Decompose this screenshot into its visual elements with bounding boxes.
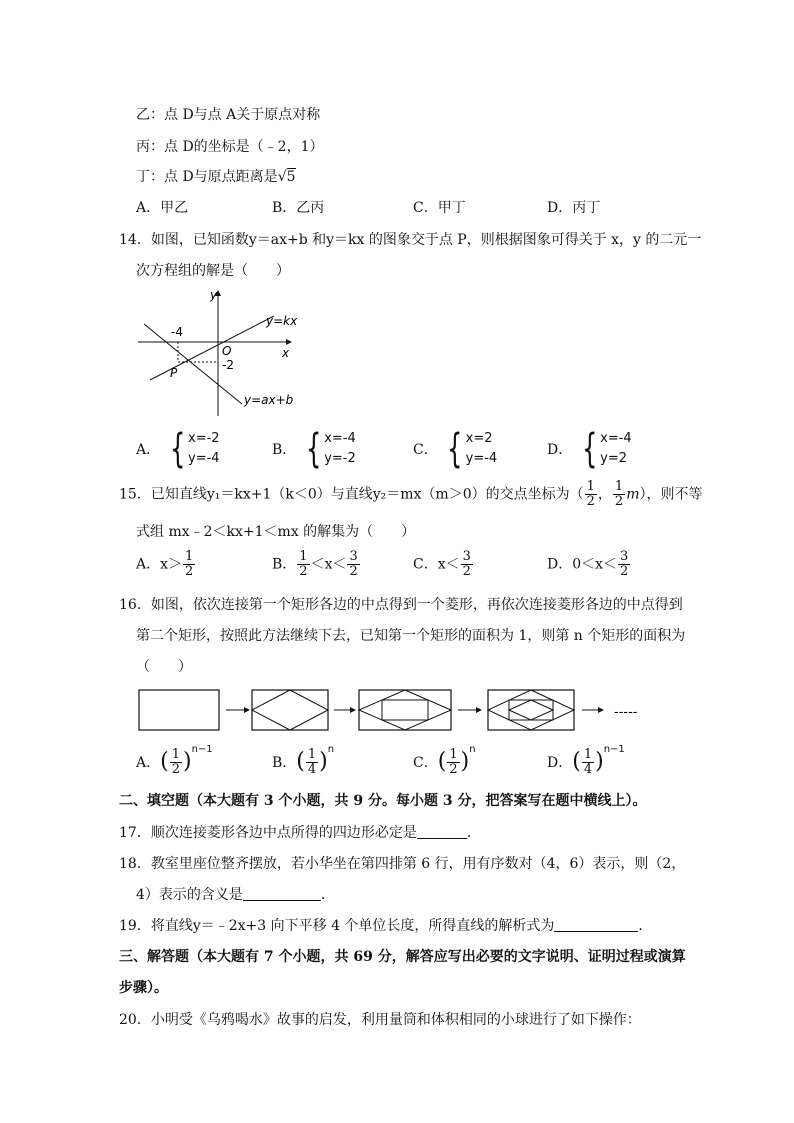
rectangle-4 [488,690,574,730]
power-expression: ( $\frac{1}{2}$ ) [160,746,192,777]
section-3-heading-line1: 三、解答题（本大题有 7 个小题，共 69 分，解答应写出必要的文字说明、证明过程或演算 [119,949,686,965]
q16-option-c[interactable] [413,744,476,777]
equation-system: { x=-4 y=-2 [305,426,356,472]
q14-option-a[interactable] [136,426,220,472]
rhombus-4 [488,690,574,730]
section-2-heading: 二、填空题（本大题有 3 个小题，共 9 分。每小题 3 分，把答案写在题中横线上）。 [119,793,647,809]
option-letter: B． [272,755,297,771]
q16-figure [136,686,656,734]
eq-row-2: y=-2 [324,451,356,466]
exponent: n [327,744,335,755]
q14-option-c[interactable] [413,426,498,472]
q14-stem-line1: 14．如图，已知函数y＝ax+b 和y＝kx 的图象交于点 P，则根据图象可得关于 x，y 的二元一 [119,232,702,248]
fraction-one-half: $\frac{1}{2}$ [299,549,308,579]
graph-y-label: y [210,288,218,302]
option-letter: D． [547,442,573,458]
option-letter: A． [136,442,161,458]
q16-stem-line2: 第二个矩形，按照此方法继续下去，已知第一个矩形的面积为 1，则第 n 个矩形的面积为 [136,628,686,644]
answer-blank[interactable] [554,917,638,932]
q15-option-b[interactable] [272,550,361,579]
fraction-three-halves: $\frac{3}{2}$ [349,549,358,579]
q14-stem-line2: 次方程组的解是（ ） [136,263,290,279]
q13-option-a[interactable]: A．甲乙 [136,200,189,216]
eq-row-2: y=2 [600,451,627,466]
q18-text: 4）表示的含义是 [136,887,243,903]
fraction-one-half: $\frac{1}{2}$ [185,549,194,579]
rectangle-1 [139,690,219,730]
q19 [119,915,652,935]
option-letter: D． [547,755,573,771]
q18-line2 [136,884,335,904]
equation-system: { x=-2 y=-4 [169,426,220,472]
q13-option-d[interactable]: D．丙丁 [547,200,601,216]
graph-origin-label: O [222,344,232,358]
denominator: 4 [583,761,593,777]
q14-graph [134,286,304,418]
numerator: 1 [171,746,180,762]
eq-row-1: x=-4 [324,431,356,446]
fraction-three-halves: $\frac{3}{2}$ [620,549,629,579]
q18-line1: 18．教室里座位整齐摆放，若小华坐在第四排第 6 行，用有序数对（4，6）表示，则（2， [119,856,686,872]
q20-stem: 20．小明受《乌鸦喝水》故事的启发，利用量筒和体积相同的小球进行了如下操作： [119,1012,641,1028]
numerator: 1 [583,746,593,762]
eq-row-1: x=2 [465,431,493,446]
equation-system: { x=-4 y=2 [581,426,632,472]
eq-row-1: x=-4 [600,431,632,446]
q14-option-b[interactable] [272,426,356,472]
arrow-2-head [350,707,356,713]
sqrt-radicand: 5 [286,169,296,185]
option-letter: B． [272,556,297,573]
item-ding [136,166,296,186]
q17 [119,822,481,842]
numerator: 1 [307,746,317,762]
q17-text: 17．顺次连接菱形各边中点所得的四边形必定是 [119,825,417,841]
power-expression: ( $\frac{1}{4}$ ) [296,746,328,777]
q13-option-b[interactable]: B．乙丙 [272,200,325,216]
q15-stem-line1 [119,480,702,509]
q16-option-d[interactable] [547,744,625,777]
item-bing: 丙：点 D的坐标是（﹣2，1） [136,139,324,155]
q19-text: 19．将直线y＝﹣2x+3 向下平移 4 个单位长度，所得直线的解析式为 [119,918,555,934]
inner-rectangle-4 [509,700,553,720]
eq-row-2: y=-4 [188,451,220,466]
line-y-kx [150,316,274,380]
rectangle-3 [359,690,451,730]
option-text: A．x＞ [136,556,183,573]
rhombus-2 [252,690,328,730]
graph-tick-neg4: -4 [171,325,183,339]
answer-blank[interactable] [243,886,321,901]
option-text: C．x＜ [413,556,460,573]
numerator: 1 [449,746,458,762]
q17-end: ． [466,825,481,841]
q15-option-c[interactable] [413,550,474,579]
q15-text-a: 15．已知直线y₁＝kx+1（k＜0）与直线y₂＝mx（m＞0）的交点坐标为（ [119,486,584,503]
fraction-three-halves: $\frac{3}{2}$ [462,549,471,579]
inner-rhombus-4 [509,700,553,720]
q15-comma: ， [597,486,612,503]
q13-option-c[interactable]: C．甲丁 [413,200,466,216]
section-3-heading-line2: 步骤）。 [119,980,168,996]
graph-label-y-kx: y=kx [266,314,298,328]
sqrt-symbol: √ [277,169,287,185]
q15-m: m [626,486,640,503]
arrow-4-head [598,707,604,713]
fraction-one-half: $\frac{1}{2}$ [614,479,624,509]
q16-stem-line3: （ ） [136,659,192,675]
exponent: n−1 [191,744,213,755]
q18-end: ． [320,887,335,903]
option-letter: B． [272,442,297,458]
option-letter: A． [136,755,161,771]
option-text: D．0＜x＜ [547,556,618,573]
option-letter: C． [413,442,438,458]
q16-option-b[interactable] [272,744,334,777]
denominator: 2 [171,761,180,777]
power-expression: ( $\frac{1}{2}$ ) [437,746,470,777]
denominator: 2 [449,761,458,777]
x-axis-arrow [286,339,292,345]
answer-blank[interactable] [417,824,467,839]
eq-row-1: x=-2 [188,431,220,446]
graph-x-label: x [282,346,290,360]
equation-system: { x=2 y=-4 [447,426,498,472]
graph-tick-neg2: -2 [222,358,234,372]
item-ding-text: 丁：点 D与原点距离是 [136,169,278,185]
exponent: n [469,744,476,755]
option-text: ＜x＜ [310,556,347,573]
q19-end: ． [638,918,653,934]
arrow-3-head [476,707,482,713]
power-expression: ( $\frac{1}{4}$ ) [572,746,604,777]
q16-stem-line1: 16．如图，依次连接第一个矩形各边的中点得到一个菱形，再依次连接菱形各边的中点得到 [119,597,683,613]
q15-option-d[interactable] [547,550,631,579]
graph-point-p-label: P [170,366,178,380]
rectangle-2 [252,690,328,730]
exponent: n−1 [603,744,625,755]
option-letter: C． [413,755,438,771]
q15-stem-line2: 式组 mx﹣2＜kx+1＜mx 的解集为（ ） [136,524,416,540]
eq-row-2: y=-4 [465,451,498,466]
item-yi: 乙：点 D与点 A关于原点对称 [136,107,321,123]
arrow-1-head [244,707,250,713]
q15-text-b: ），则不等 [639,486,703,503]
q15-option-a[interactable] [136,550,196,579]
fraction-one-half: $\frac{1}{2}$ [586,479,595,509]
inner-rectangle-3 [382,700,428,720]
continuation-dots: ----- [614,705,638,720]
rhombus-3 [359,690,451,730]
denominator: 4 [307,761,317,777]
q16-option-a[interactable] [136,744,213,777]
q14-option-d[interactable] [547,426,632,472]
graph-label-y-ax-b: y=ax+b [244,393,294,407]
